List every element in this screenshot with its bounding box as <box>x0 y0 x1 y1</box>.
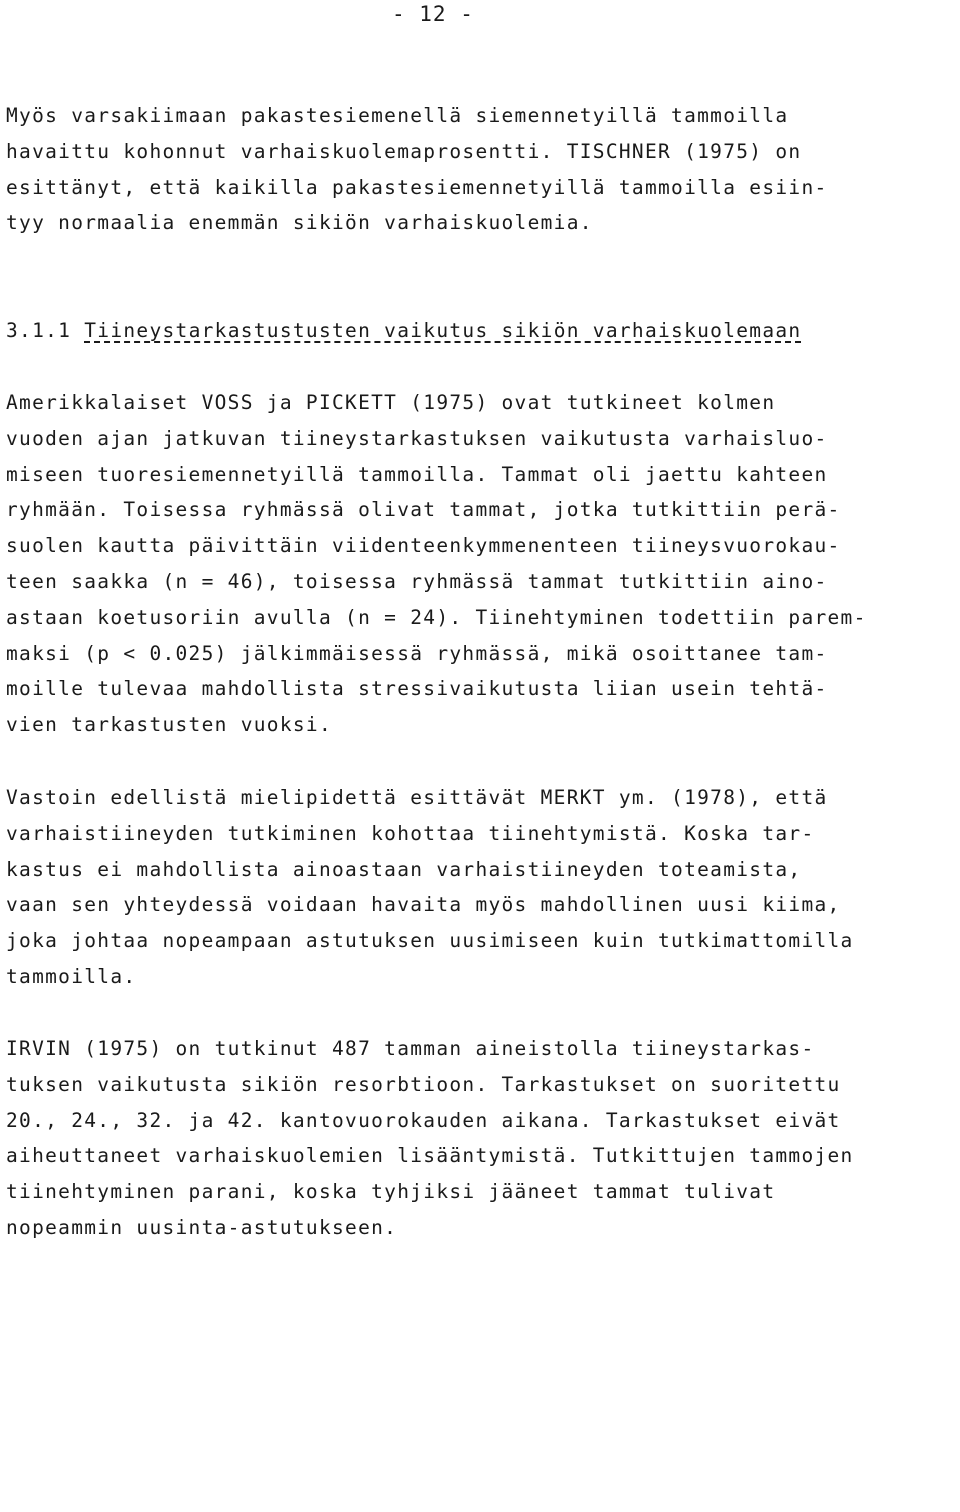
page-number: - 12 - <box>392 2 474 26</box>
text-line: tammoilla. <box>6 964 137 988</box>
text-line: ryhmään. Toisessa ryhmässä olivat tammat, jotka tutkittiin perä- <box>6 498 841 522</box>
text-line: vien tarkastusten vuoksi. <box>6 713 332 737</box>
text-line: teen saakka (n = 46), toisessa ryhmässä tammat tutkittiin aino- <box>6 569 828 593</box>
text-line: tuksen vaikutusta sikiön resorbtioon. Tarkastukset on suoritettu <box>6 1072 841 1096</box>
section-number: 3.1.1 <box>6 319 72 342</box>
text-line: tyy normaalia enemmän sikiön varhaiskuolemia. <box>6 211 593 235</box>
paragraph-irvin <box>6 1031 956 1246</box>
text-line: suolen kautta päivittäin viidenteenkymmenenteen tiineysvuorokau- <box>6 534 841 558</box>
text-line: esittänyt, että kaikilla pakastesiemennetyillä tammoilla esiin- <box>6 175 828 199</box>
text-line: moille tulevaa mahdollista stressivaikutusta liian usein tehtä- <box>6 677 828 701</box>
text-line: nopeammin uusinta-astutukseen. <box>6 1215 398 1239</box>
text-line: vuoden ajan jatkuvan tiineystarkastuksen vaikutusta varhaisluo- <box>6 426 828 450</box>
text-line: aiheuttaneet varhaiskuolemien lisääntymistä. Tutkittujen tammojen <box>6 1144 854 1168</box>
text-line: tiinehtyminen parani, koska tyhjiksi jääneet tammat tulivat <box>6 1180 776 1204</box>
text-line: vaan sen yhteydessä voidaan havaita myös mahdollinen uusi kiima, <box>6 893 841 917</box>
text-line: 20., 24., 32. ja 42. kantovuorokauden aikana. Tarkastukset eivät <box>6 1108 841 1132</box>
text-line: joka johtaa nopeampaan astutuksen uusimiseen kuin tutkimattomilla <box>6 929 854 953</box>
text-line: miseen tuoresiemennetyillä tammoilla. Tammat oli jaettu kahteen <box>6 462 828 486</box>
text-line: maksi (p < 0.025) jälkimmäisessä ryhmässä, mikä osoittanee tam- <box>6 641 828 665</box>
text-line: varhaistiineyden tutkiminen kohottaa tiinehtymistä. Koska tar- <box>6 821 815 845</box>
section-title: Tiineystarkastustusten vaikutus sikiön varhaiskuolemaan <box>84 319 802 342</box>
paragraph-intro <box>6 98 956 241</box>
section-heading <box>6 313 956 349</box>
paragraph-voss-pickett <box>6 385 956 743</box>
text-line: Vastoin edellistä mielipidettä esittävät MERKT ym. (1978), että <box>6 786 828 809</box>
text-line: astaan koetusoriin avulla (n = 24). Tiinehtyminen todettiin parem- <box>6 605 867 629</box>
paragraph-merkt <box>6 780 956 995</box>
text-line: havaittu kohonnut varhaiskuolemaprosentti. TISCHNER (1975) on <box>6 139 802 163</box>
text-line: Myös varsakiimaan pakastesiemenellä siemennetyillä tammoilla <box>6 104 789 127</box>
text-line: IRVIN (1975) on tutkinut 487 tamman aineistolla tiineystarkas- <box>6 1037 815 1060</box>
text-line: Amerikkalaiset VOSS ja PICKETT (1975) ovat tutkineet kolmen <box>6 391 776 414</box>
text-line: kastus ei mahdollista ainoastaan varhaistiineyden toteamista, <box>6 857 802 881</box>
